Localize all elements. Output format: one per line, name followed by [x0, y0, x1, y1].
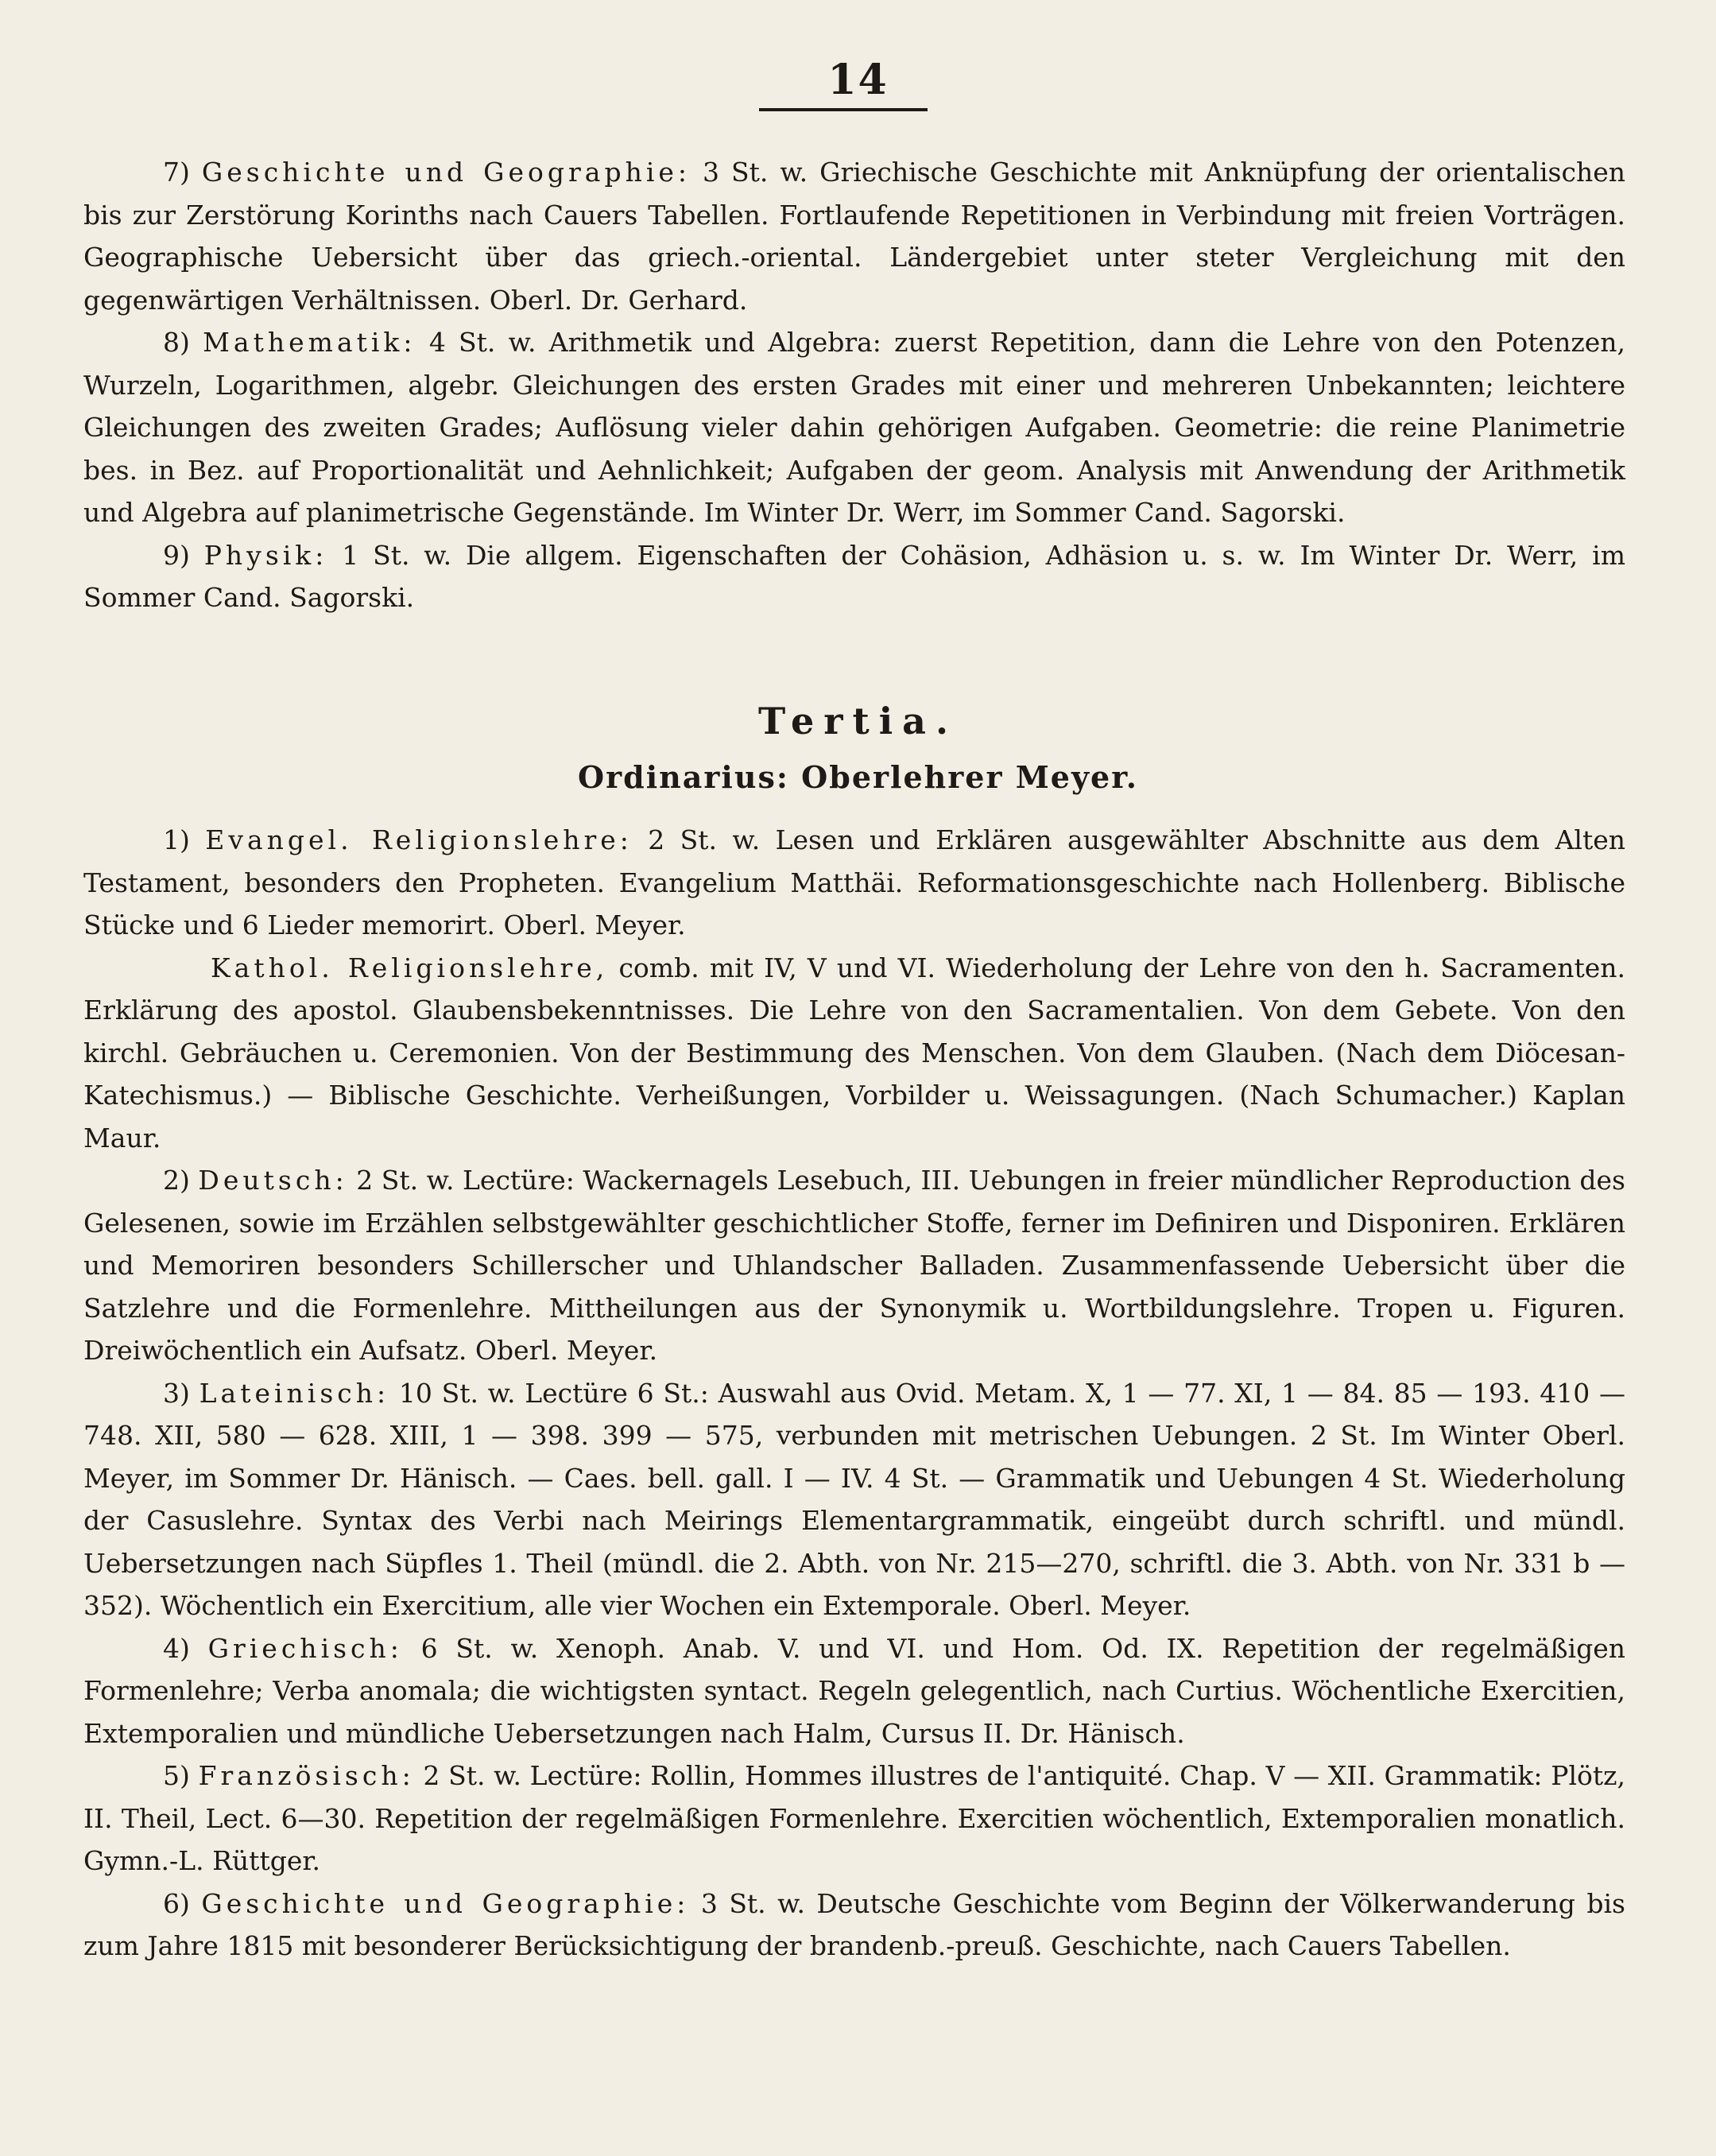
subject-label: Geschichte und Geographie: [201, 1887, 690, 1919]
paragraph-geschichte-geographie-lower [83, 1883, 1625, 1968]
paragraph-lateinisch [83, 1372, 1625, 1627]
paragraph-number: 8) [163, 327, 190, 358]
paragraph-text: 2 St. w. Lectüre: Wackernagels Lesebuch, III. Uebungen in freier mündlicher Reproduction des Gelesenen, sowie im Erzählen selbstgewählter geschichtlicher Stoffe, ferner im Definiren und Disponiren. Erklären und Memoriren besonders Schillerscher und Uhlandscher Balladen. Zusammenfassende Uebersicht über die Satzlehre und die Formenlehre. Mittheilungen aus der Synonymik u. Wortbildungslehre. Tropen u. Figuren. Dreiwöchentlich ein Aufsatz. Oberl. Meyer. [83, 1165, 1625, 1366]
paragraph-number: 9) [163, 539, 190, 571]
section-subtitle: Ordinarius: Oberlehrer Meyer. [578, 759, 1138, 795]
paragraph-text: 10 St. w. Lectüre 6 St.: Auswahl aus Ovid. Metam. X, 1 — 77. XI, 1 — 84. 85 — 193. 410 — 748. XII, 580 — 628. XIII, 1 — 398. 399 — 575, verbunden mit metrischen Uebungen. 2 St. Im Winter Oberl. Meyer, im Sommer Dr. Hänisch. — Caes. bell. gall. I — IV. 4 St. — Grammatik und Uebungen 4 St. Wiederholung der Casuslehre. Syntax des Verbi nach Meirings Elementargrammatik, eingeübt durch schriftl. und mündl. Uebersetzungen nach Süpfles 1. Theil (mündl. die 2. Abth. von Nr. 215—270, schriftl. die 3. Abth. von Nr. 331 b — 352). Wöchentlich ein Exercitium, alle vier Wochen ein Extemporale. Oberl. Meyer. [83, 1377, 1625, 1621]
paragraph-number: 6) [163, 1887, 190, 1919]
paragraph-evangel-religionslehre [83, 819, 1625, 947]
subject-label: Lateinisch: [199, 1377, 390, 1409]
upper-text-block [83, 151, 1625, 619]
subject-label: Griechisch: [207, 1632, 403, 1664]
paragraph-text: 6 St. w. Xenoph. Anab. V. und VI. und Hom. Od. IX. Repetition der regelmäßigen Formenlehre; Verba anomala; die wichtigsten syntact. Regeln gelegentlich, nach Curtius. Wöchentliche Exercitien, Extemporalien und mündliche Uebersetzungen nach Halm, Cursus II. Dr. Hänisch. [83, 1632, 1625, 1749]
paragraph-text: 1 St. w. Die allgem. Eigenschaften der Cohäsion, Adhäsion u. s. w. Im Winter Dr. Werr, im Sommer Cand. Sagorski. [83, 539, 1625, 613]
lower-text-block [83, 819, 1625, 1968]
paragraph-number: 5) [163, 1760, 190, 1791]
paragraph-number: 1) [163, 824, 190, 855]
subject-label: Kathol. Religionslehre, [211, 952, 609, 983]
paragraph-physik [83, 534, 1625, 619]
subject-label: Französisch: [198, 1760, 415, 1791]
subject-label: Geschichte und Geographie: [201, 157, 691, 188]
paragraph-number: 4) [163, 1632, 190, 1664]
paragraph-franzoesisch [83, 1755, 1625, 1883]
paragraph-text: 2 St. w. Lesen und Erklären ausgewählter Abschnitte aus dem Alten Testament, besonders den Propheten. Evangelium Matthäi. Reformationsgeschichte nach Hollenberg. Biblische Stücke und 6 Lieder memorirt. Oberl. Meyer. [83, 824, 1625, 940]
paragraph-kathol-religionslehre [83, 947, 1625, 1160]
paragraph-text: 3 St. w. Griechische Geschichte mit Anknüpfung der orientalischen bis zur Zerstörung Korinths nach Cauers Tabellen. Fortlaufende Repetitionen in Verbindung mit freien Vorträgen. Geographische Uebersicht über das griech.-oriental. Ländergebiet unter steter Vergleichung mit den gegenwärtigen Verhältnissen. Oberl. Dr. Gerhard. [83, 157, 1626, 316]
paragraph-text: 3 St. w. Deutsche Geschichte vom Beginn der Völkerwanderung bis zum Jahre 1815 mit besonderer Berücksichtigung der brandenb.-preuß. Geschichte, nach Cauers Tabellen. [83, 1887, 1625, 1961]
subject-label: Deutsch: [198, 1165, 348, 1196]
paragraph-deutsch [83, 1159, 1625, 1372]
page-number-rule [759, 108, 928, 111]
paragraph-number: 3) [163, 1377, 190, 1409]
paragraph-number: 7) [163, 157, 190, 188]
paragraph-text: 2 St. w. Lectüre: Rollin, Hommes illustres de l'antiquité. Chap. V — XII. Grammatik: Plötz, II. Theil, Lect. 6—30. Repetition der regelmäßigen Formenlehre. Exercitien wöchentlich, Extemporalien monatlich. Gymn.-L. Rüttger. [83, 1760, 1625, 1876]
page-number: 14 [827, 56, 889, 104]
paragraph-mathematik [83, 321, 1625, 534]
paragraph-text: 4 St. w. Arithmetik und Algebra: zuerst Repetition, dann die Lehre von den Potenzen, Wurzeln, Logarithmen, algebr. Gleichungen des ersten Grades mit einer und mehreren Unbekannten; leichtere Gleichungen des zweiten Grades; Auflösung vieler dahin gehörigen Aufgaben. Geometrie: die reine Planimetrie bes. in Bez. auf Proportionalität und Aehnlichkeit; Aufgaben der geom. Analysis mit Anwendung der Arithmetik und Algebra auf planimetrische Gegenstände. Im Winter Dr. Werr, im Sommer Cand. Sagorski. [83, 327, 1625, 528]
section-title: Tertia. [758, 700, 958, 743]
subject-label: Mathematik: [203, 327, 416, 358]
paragraph-griechisch [83, 1627, 1625, 1755]
paragraph-text: comb. mit IV, V und VI. Wiederholung der Lehre von den h. Sacramenten. Erklärung des apostol. Glaubensbekenntnisses. Die Lehre von den Sacramentalien. Von dem Gebete. Von den kirchl. Gebräuchen u. Ceremonien. Von der Bestimmung des Menschen. Von dem Glauben. (Nach dem Diöcesan-Katechismus.) — Biblische Geschichte. Verheißungen, Vorbilder u. Weissagungen. (Nach Schumacher.) Kaplan Maur. [83, 952, 1625, 1154]
paragraph-number: 2) [163, 1165, 190, 1196]
subject-label: Evangel. Religionslehre: [205, 824, 633, 855]
paragraph-geschichte-geographie-upper [83, 151, 1625, 321]
subject-label: Physik: [203, 539, 328, 571]
